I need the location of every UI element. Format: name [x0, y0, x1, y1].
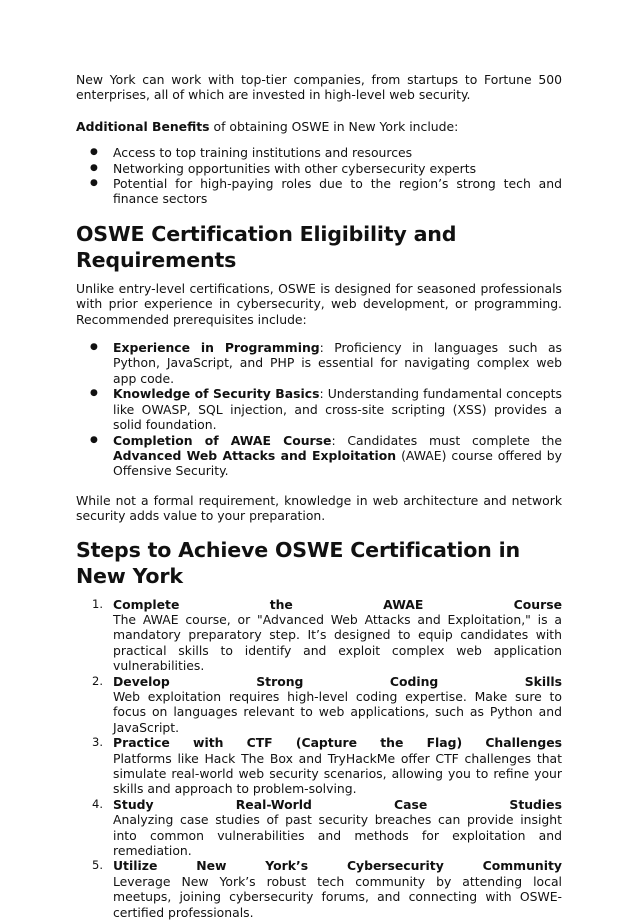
list-item [113, 340, 562, 386]
benefits-list [76, 145, 562, 207]
step-title-word: Complete [113, 596, 180, 612]
list-item: ● Potential for high-paying roles due to the region’s strong tech and finance sectors [113, 176, 562, 207]
prerequisites-list [76, 340, 562, 479]
step-title [113, 597, 562, 612]
benefits-lead-bold: Additional Benefits [76, 118, 210, 134]
list-item: ● Access to top training institutions and resources [113, 145, 562, 160]
step-title [113, 858, 562, 873]
eligibility-intro: Unlike entry-level certifications, OSWE is designed for seasoned professionals with prior experience in cybersecurity, web development, or programming. Recommended prerequisites include: [76, 280, 562, 327]
eligibility-heading: OSWE Certification Eligibility and Requirements [76, 221, 457, 272]
prereq-text: : Candidates must complete the [331, 432, 562, 448]
step-title-word: Studies [509, 796, 562, 812]
step-description: Platforms like Hack The Box and TryHackMe offer CTF challenges that simulate real-world web security scenarios, allowing you to refine your skills and approach to problem-solving. [113, 750, 562, 797]
step-title-word: Community [482, 858, 562, 874]
step-title-word: Study [113, 796, 154, 812]
list-item [113, 433, 562, 479]
step-title-word: Real-World [235, 796, 312, 812]
step-title-word: Develop [113, 673, 170, 689]
step-number: 4. [92, 796, 103, 811]
step-number: 2. [92, 673, 103, 688]
step-title [113, 674, 562, 689]
step-title-word: Case [394, 796, 428, 812]
benefits-lead-rest: of obtaining OSWE in New York include: [209, 118, 459, 134]
steps-heading: Steps to Achieve OSWE Certification in New York [76, 537, 520, 588]
step-title-word: New [196, 858, 227, 874]
steps-list [76, 597, 562, 920]
step-item [92, 673, 562, 736]
step-description: Analyzing case studies of past security breaches can provide insight into common vulnerabilities and methods for exploitation and remediation. [113, 812, 562, 859]
step-title-word: Course [513, 596, 562, 612]
step-title [113, 797, 562, 812]
step-number: 5. [92, 858, 103, 873]
step-item [92, 596, 562, 674]
prereq-text: : Proficiency in languages such as Python, JavaScript, and PHP is essential for navigating complex web app code. [113, 340, 562, 386]
step-description: Web exploitation requires high-level coding expertise. Make sure to focus on languages relevant to web applications, such as Python and JavaScript. [113, 688, 562, 735]
eligibility-closing: While not a formal requirement, knowledge in web architecture and network security adds value to your preparation. [76, 492, 562, 524]
step-title-word: York’s [265, 858, 309, 874]
step-title-word: the [380, 735, 404, 751]
prereq-course-name: Advanced Web Attacks and Exploitation [113, 447, 397, 463]
step-title-word: AWAE [383, 596, 424, 612]
step-title [113, 735, 562, 750]
list-item: ● Networking opportunities with other cybersecurity experts [113, 161, 562, 176]
step-title-word: Cybersecurity [346, 858, 444, 874]
step-title-word: Strong [256, 673, 304, 689]
prereq-title: Completion of AWAE Course [113, 432, 332, 448]
prereq-text: : Understanding fundamental concepts like OWASP, SQL injection, and cross-site scripting (XSS) provides a solid foundation. [113, 386, 562, 433]
step-description: Leverage New York’s robust tech community by attending local meetups, joining cybersecurity forums, and connecting with OSWE-certified professionals. [113, 873, 562, 920]
step-item [92, 858, 562, 920]
prereq-title: Knowledge of Security Basics [113, 386, 320, 402]
step-number: 1. [92, 596, 103, 611]
step-title-word: with [193, 735, 224, 751]
intro-paragraph: New York can work with top-tier companies, from startups to Fortune 500 enterprises, all of which are invested in high-level web security. [76, 72, 562, 103]
step-title-word: Challenges [485, 735, 562, 751]
step-item [92, 796, 562, 859]
benefits-lead [76, 119, 562, 134]
step-title-word: Practice [113, 735, 170, 751]
step-title-word: Utilize [113, 858, 158, 874]
step-title-word: Skills [524, 673, 562, 689]
step-item [92, 735, 562, 797]
step-title-word: CTF [246, 735, 273, 751]
prereq-title: Experience in Programming [113, 340, 320, 356]
prereq-text: (AWAE) course offered by Offensive Security. [113, 447, 562, 479]
step-title-word: the [269, 596, 293, 612]
step-title-word: Coding [389, 673, 439, 689]
step-description: The AWAE course, or "Advanced Web Attacks and Exploitation," is a mandatory preparatory step. It’s designed to equip candidates with practical skills to identify and exploit complex web application vulnerabilities. [113, 611, 562, 674]
step-title-word: Flag) [426, 735, 463, 751]
step-number: 3. [92, 735, 103, 750]
list-item [113, 386, 562, 432]
step-title-word: (Capture [295, 735, 358, 751]
